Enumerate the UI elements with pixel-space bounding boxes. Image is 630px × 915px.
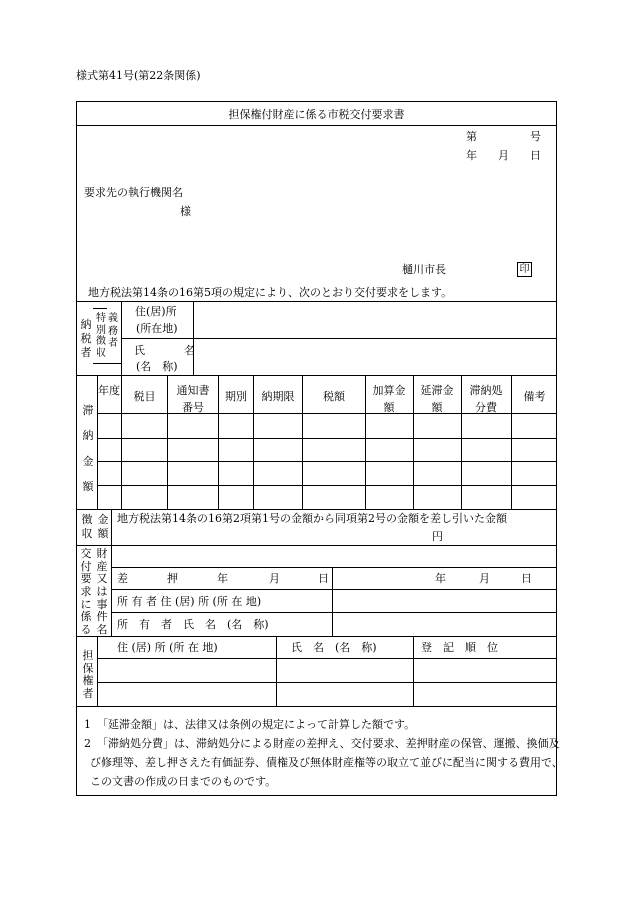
arrears-col-2 (167, 375, 168, 509)
secured-col-2 (413, 636, 414, 706)
secured-row-1 (97, 658, 557, 659)
col-header-additional: 加算金額 (372, 384, 406, 414)
col-header-disposition-cost: 滞納処分費 (469, 384, 503, 414)
property-row-1 (111, 567, 557, 568)
preamble-rule (76, 301, 557, 302)
name-label: 氏 名 (134, 344, 209, 357)
collection-unit: 円 (432, 530, 443, 543)
arrears-row-3 (97, 461, 557, 462)
seizure-year-2: 年 (435, 572, 446, 585)
seal-icon: 印 (517, 262, 532, 277)
secured-side-rule (97, 636, 98, 706)
owner-address: 所 有 者 住 (居) 所 (所 在 地) (117, 595, 262, 608)
owner-address-col-rule (332, 589, 333, 612)
arrears-row-1 (97, 413, 557, 414)
issuer: 樋川市長 (402, 263, 446, 276)
doc-no-go: 号 (530, 130, 541, 143)
arrears-col-6 (365, 375, 366, 509)
seizure-day: 日 (318, 572, 329, 585)
property-col-rule (111, 545, 112, 636)
seizure-month: 月 (269, 572, 280, 585)
property-side-label-2: 財産又は事件名 (96, 547, 108, 636)
recipient-sama: 様 (180, 205, 191, 218)
note-2-line-3: この文書の作成の日までのものです。 (90, 775, 277, 788)
seizure-year: 年 (217, 572, 228, 585)
secured-address-header: 住 (居) 所 (所 在 地) (117, 641, 218, 654)
date-year: 年 (466, 149, 477, 162)
title-rule (76, 125, 557, 126)
doc-no-dai: 第 (466, 130, 477, 143)
col-header-tax-amount: 税額 (323, 390, 345, 403)
seizure-day-2: 日 (521, 572, 532, 585)
address-sub: (所在地) (136, 322, 178, 335)
note-2-line-1: 「滞納処分費」は、滞納処分による財産の差押え、交付要求、差押財産の保管、運搬、換価及 (97, 737, 560, 750)
secured-name-header: 氏 名 (名 称) (291, 641, 377, 654)
owner-name: 所 有 者 氏 名 (名 称) (117, 618, 269, 631)
col-header-notice-no: 通知書番号 (176, 384, 210, 414)
collection-text: 地方税法第14条の16第2項第1号の金額から同項第2号の金額を差し引いた金額 (117, 512, 507, 525)
preamble: 地方税法第14条の16第5項の規定により、次のとおり交付要求をします。 (88, 286, 453, 299)
name-sub: (名 称) (136, 360, 178, 373)
seizure-month-2: 月 (479, 572, 490, 585)
arrears-row-4 (97, 485, 557, 486)
collection-side-label-2: 金額 (97, 513, 109, 540)
col-header-period: 期別 (225, 390, 247, 403)
note-2-number: 2 (84, 737, 91, 750)
owner-name-col-rule (332, 612, 333, 636)
col-header-due-date: 納期限 (261, 390, 295, 403)
taxpayer-bottom-rule (76, 375, 557, 376)
seizure-label: 差 押 (117, 572, 192, 585)
col-header-remarks: 備考 (523, 390, 546, 403)
col-header-year: 年度 (98, 384, 120, 397)
col-header-tax-item: 税目 (133, 390, 156, 403)
secured-side-label: 担保権者 (82, 649, 94, 700)
property-row-3 (111, 612, 557, 613)
property-bottom-rule (76, 636, 557, 637)
arrears-col-8 (461, 375, 462, 509)
taxpayer-sub-label-2: 義務者 (108, 313, 118, 349)
date-day: 日 (530, 149, 541, 162)
form-number: 様式第41号(第22条関係) (76, 69, 201, 82)
col-header-late-charge: 延滞金額 (420, 384, 454, 414)
collection-bottom-rule (76, 545, 557, 546)
seizure-col-rule (332, 567, 333, 589)
taxpayer-mid-rule (121, 338, 557, 339)
arrears-col-7 (413, 375, 414, 509)
note-2-line-2: び修理等、差し押さえた有価証券、債権及び無体財産権等の取立て並びに配当に関する費用で、 (90, 756, 563, 769)
secured-row-2 (97, 682, 557, 683)
taxpayer-bracket-close (93, 363, 121, 364)
taxpayer-sub-label-1: 特別徴収 (96, 313, 106, 359)
form-title: 担保権付財産に係る市税交付要求書 (228, 108, 405, 121)
note-1-text: 「延滞金額」は、法律又は条例の規定によって計算した額です。 (97, 718, 416, 731)
address-label: 住(居)所 (135, 305, 177, 318)
secured-bottom-rule (76, 706, 557, 707)
arrears-row-2 (97, 438, 557, 439)
note-1-number: 1 (84, 718, 91, 731)
date-month: 月 (498, 149, 509, 162)
arrears-bottom-rule (76, 509, 557, 510)
taxpayer-side-label: 納税者 (80, 318, 92, 359)
secured-rank-header: 登 記 順 位 (421, 641, 498, 654)
collection-col-rule (111, 509, 112, 545)
form-frame (76, 101, 557, 796)
arrears-side-label: 滞納金額 (82, 404, 94, 493)
collection-side-label-1: 徴収 (81, 513, 93, 540)
property-side-label-1: 交付要求に係る (80, 547, 92, 636)
recipient-label: 要求先の執行機関名 (84, 186, 183, 199)
secured-col-1 (276, 636, 277, 706)
property-row-2 (111, 589, 557, 590)
